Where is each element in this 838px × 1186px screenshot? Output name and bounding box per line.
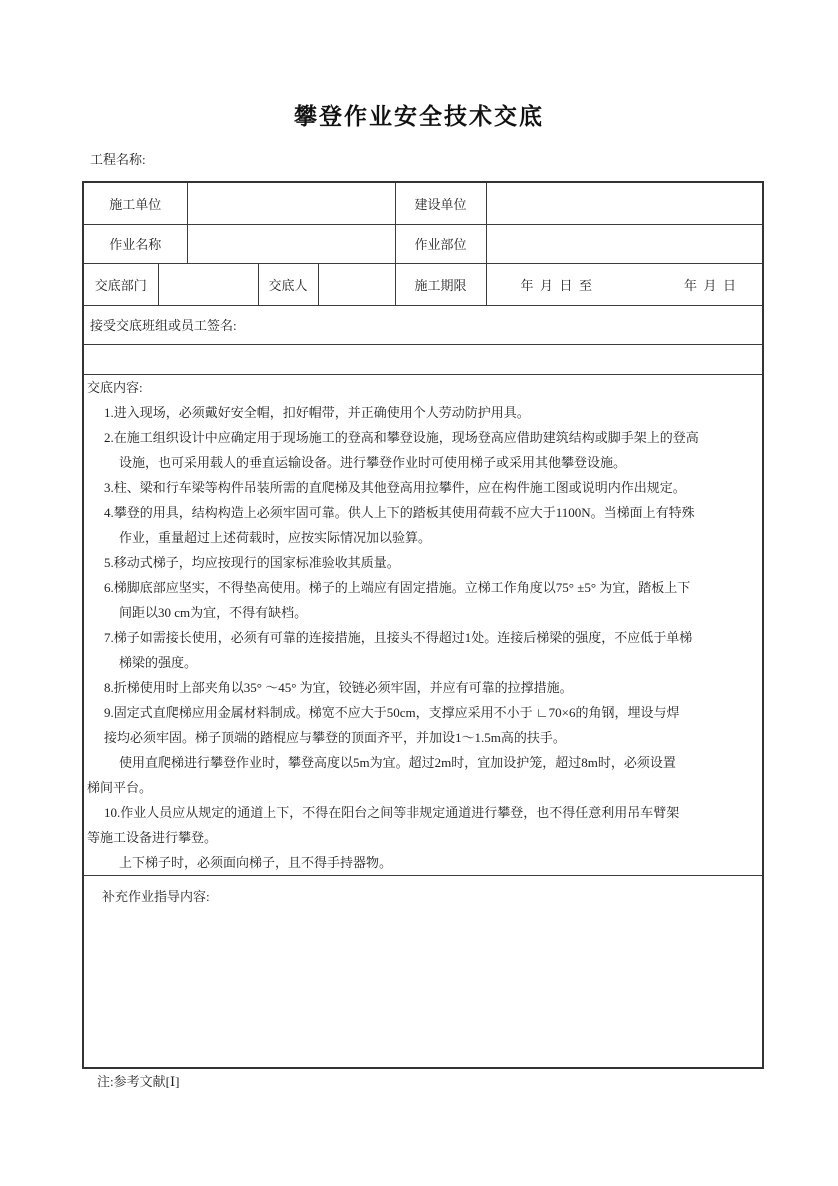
content-line-15: 使用直爬梯进行攀登作业时，攀登高度以5m为宜。超过2m时，宜加设护笼，超过8m时，必须设置 bbox=[119, 754, 676, 770]
content-line-10: 7.梯子如需接长使用，必须有可靠的连接措施，且接头不得超过1处。连接后梯梁的强度，不应低于单梯 bbox=[104, 629, 693, 645]
project-name-label: 工程名称: bbox=[90, 152, 146, 167]
content-line-4: 3.柱、梁和行车梁等构件吊装所需的直爬梯及其他登高用拉攀件，应在构件施工图或说明内作出规定。 bbox=[104, 479, 686, 495]
content-line-8: 6.梯脚底部应坚实，不得垫高使用。梯子的上端应有固定措施。立梯工作角度以75° ±5° 为宜，踏板上下 bbox=[104, 579, 691, 595]
discloser-field[interactable] bbox=[318, 263, 395, 305]
content-line-16: 梯间平台。 bbox=[87, 779, 153, 795]
content-line-6: 作业，重量超过上述荷载时，应按实际情况加以验算。 bbox=[119, 529, 432, 545]
content-line-7: 5.移动式梯子，均应按现行的国家标准验收其质量。 bbox=[104, 554, 400, 570]
row-signature bbox=[83, 305, 763, 344]
client-unit-label: 建设单位 bbox=[395, 182, 486, 224]
construction-period-field[interactable] bbox=[486, 263, 763, 305]
document-title: 攀登作业安全技术交底 bbox=[294, 104, 544, 129]
disclosure-content-cell bbox=[83, 374, 763, 875]
reference-footnote: 注:参考文献[Ⅰ] bbox=[97, 1074, 180, 1089]
row-disclosure-content bbox=[83, 374, 763, 875]
row-job bbox=[83, 224, 763, 263]
period-from-text: 年 月 日 至 bbox=[520, 277, 593, 293]
content-line-1: 1.进入现场，必须戴好安全帽，扣好帽带，并正确使用个人劳动防护用具。 bbox=[104, 404, 530, 420]
content-line-17: 10.作业人员应从规定的通道上下，不得在阳台之间等非规定通道进行攀登，也不得任意利用吊车臂架 bbox=[104, 804, 680, 820]
construction-period-label: 施工期限 bbox=[395, 263, 486, 305]
row-blank bbox=[83, 344, 763, 374]
job-part-field[interactable] bbox=[486, 224, 763, 263]
row-supplement bbox=[83, 875, 763, 1068]
content-line-18: 等施工设备进行攀登。 bbox=[87, 829, 218, 845]
content-line-13: 9.固定式直爬梯应用金属材料制成。梯宽不应大于50cm，支撑应采用不小于 ∟70×6的角钢，埋设与焊 bbox=[104, 704, 680, 720]
job-name-field[interactable] bbox=[187, 224, 395, 263]
content-line-5: 4.攀登的用具，结构构造上必须牢固可靠。供人上下的踏板其使用荷载不应大于1100N。当梯面上有特殊 bbox=[104, 504, 695, 520]
row-units bbox=[83, 182, 763, 224]
job-part-label: 作业部位 bbox=[395, 224, 486, 263]
content-line-11: 梯梁的强度。 bbox=[119, 654, 198, 670]
blank-cell[interactable] bbox=[83, 344, 763, 374]
content-line-2: 2.在施工组织设计中应确定用于现场施工的登高和攀登设施，现场登高应借助建筑结构或脚手架上的登高 bbox=[104, 429, 699, 445]
period-to-text: 年 月 日 bbox=[684, 277, 737, 293]
content-line-14: 接均必须牢固。梯子顶端的踏棍应与攀登的顶面齐平，并加设1～1.5m高的扶手。 bbox=[104, 729, 566, 745]
client-unit-field[interactable] bbox=[486, 182, 763, 224]
supplement-label: 补充作业指导内容: bbox=[102, 888, 210, 904]
job-name-label: 作业名称 bbox=[83, 224, 187, 263]
content-line-3: 设施，也可采用载人的垂直运输设备。进行攀登作业时可使用梯子或采用其他攀登设施。 bbox=[119, 454, 627, 470]
disclosure-dept-field[interactable] bbox=[158, 263, 258, 305]
content-line-19: 上下梯子时，必须面向梯子，且不得手持器物。 bbox=[119, 854, 393, 870]
disclosure-dept-label: 交底部门 bbox=[83, 263, 158, 305]
construction-unit-label: 施工单位 bbox=[83, 182, 187, 224]
construction-unit-field[interactable] bbox=[187, 182, 395, 224]
signature-label[interactable]: 接受交底班组或员工签名: bbox=[83, 305, 763, 344]
disclosure-form-table bbox=[82, 181, 764, 1069]
discloser-label: 交底人 bbox=[258, 263, 318, 305]
content-line-9: 间距以30 cm为宜，不得有缺档。 bbox=[119, 604, 308, 620]
supplement-cell[interactable] bbox=[83, 875, 763, 1068]
content-heading: 交底内容: bbox=[87, 379, 143, 395]
content-line-12: 8.折梯使用时上部夹角以35° ～45° 为宜，铰链必须牢固，并应有可靠的拉撑措施。 bbox=[104, 679, 573, 695]
row-disclosure bbox=[83, 263, 763, 305]
